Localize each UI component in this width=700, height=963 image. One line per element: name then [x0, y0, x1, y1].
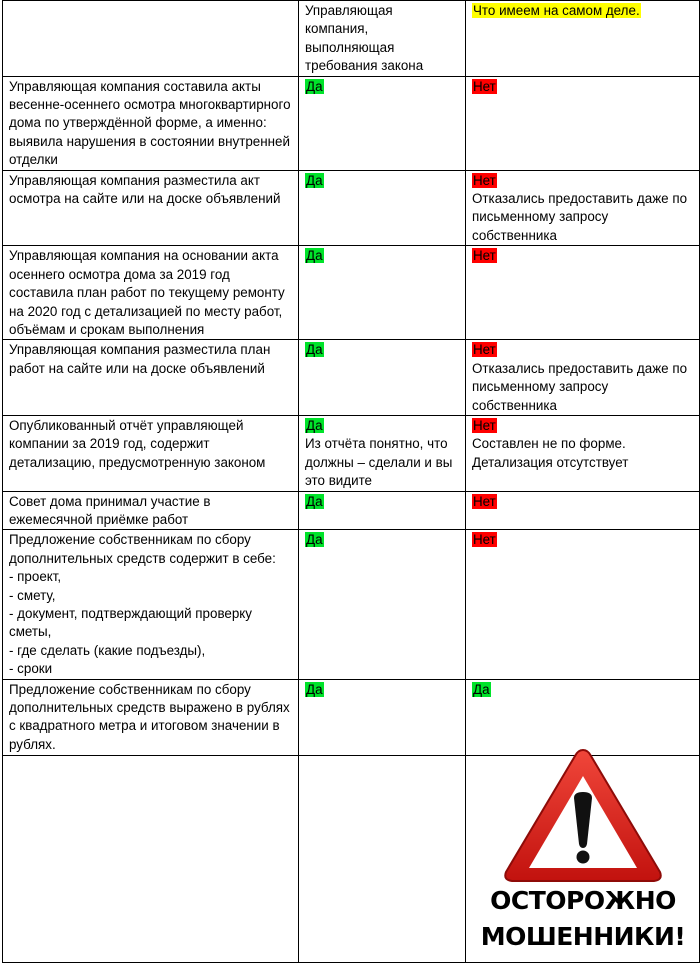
reality-cell	[466, 415, 700, 491]
warning-triangle-icon	[470, 746, 696, 886]
criterion-cell	[3, 246, 299, 340]
reality-answer: Нет	[473, 172, 496, 188]
reality-cell	[466, 170, 700, 246]
reality-cell	[466, 491, 700, 530]
criterion-cell	[3, 530, 299, 679]
criterion-text: Совет дома принимал участие в ежемесячной приёмке работ	[9, 493, 211, 527]
reality-answer: Нет	[473, 417, 496, 433]
criterion-cell	[3, 76, 299, 170]
table-row	[3, 491, 700, 530]
header-row	[3, 1, 700, 77]
law-answer: Да	[306, 342, 323, 358]
header-law-cell	[299, 1, 466, 77]
law-answer: Да	[306, 172, 323, 188]
table-row	[3, 340, 700, 416]
criterion-text: Предложение собственникам по сбору дополнительных средств выражено в рублях с квадратного метра и итоговом значении в рублях.	[9, 681, 290, 752]
reality-cell	[466, 340, 700, 416]
warning-text-line1: ОСТОРОЖНО	[490, 886, 676, 915]
criterion-text: Опубликованный отчёт управляющей компании за 2019 год, содержит детализацию, предусмотренную законом	[9, 417, 266, 470]
reality-answer: Нет	[473, 532, 496, 548]
criterion-cell	[3, 491, 299, 530]
law-answer: Да	[306, 417, 323, 433]
law-answer: Да	[306, 532, 323, 548]
table-row	[3, 415, 700, 491]
header-empty-cell	[3, 1, 299, 77]
table-row	[3, 530, 700, 679]
criterion-cell	[3, 340, 299, 416]
criterion-text: Управляющая компания на основании акта осеннего осмотра дома за 2019 год составила план работ по текущему ремонту на 2020 год с детализацией по месту работ, объёмам и срокам выполнения	[9, 248, 285, 337]
law-cell	[299, 340, 466, 416]
criterion-cell	[3, 415, 299, 491]
law-cell	[299, 415, 466, 491]
reality-cell	[466, 679, 700, 755]
header-reality-label: Что имеем на самом деле.	[473, 3, 640, 18]
criterion-text: Предложение собственникам по сбору дополнительных средств содержит в себе: - проект, - смету, - документ, подтверждающий проверку сметы, - где сделать (какие подъезды), - сроки	[9, 532, 276, 677]
criterion-text: Управляющая компания разместила план работ на сайте или на доске объявлений	[9, 342, 271, 376]
reality-answer: Да	[473, 681, 490, 697]
warning-sign	[470, 746, 696, 952]
law-cell	[299, 76, 466, 170]
reality-cell	[466, 76, 700, 170]
empty-cell	[3, 755, 299, 962]
reality-cell	[466, 246, 700, 340]
law-answer: Да	[306, 493, 323, 509]
reality-cell	[466, 530, 700, 679]
header-law-label: Управляющая компания, выполняющая требования закона	[305, 3, 424, 74]
warning-text-line2: МОШЕННИКИ!	[480, 922, 686, 951]
law-answer: Да	[306, 78, 323, 94]
law-cell	[299, 530, 466, 679]
criterion-text: Управляющая компания составила акты весенне-осеннего осмотра многоквартирного дома по утверждённой форме, а именно: выявила нарушения в состоянии внутренней отделки	[9, 78, 291, 168]
reality-answer: Нет	[473, 493, 496, 509]
law-cell	[299, 170, 466, 246]
law-cell	[299, 246, 466, 340]
reality-note: Составлен не по форме. Детализация отсутствует	[472, 436, 629, 470]
reality-note: Отказались предоставить даже по письменному запросу собственника	[472, 191, 688, 243]
criterion-cell	[3, 679, 299, 755]
reality-answer: Нет	[473, 248, 496, 264]
reality-answer: Нет	[473, 342, 496, 358]
table-row	[3, 679, 700, 755]
law-note: Из отчёта понятно, что должны – сделали и вы это видите	[305, 436, 453, 489]
law-cell	[299, 679, 466, 755]
reality-note: Отказались предоставить даже по письменному запросу собственника	[472, 360, 688, 413]
table-row	[3, 170, 700, 246]
empty-cell	[299, 755, 466, 962]
law-cell	[299, 491, 466, 530]
criterion-cell	[3, 170, 299, 246]
table-row	[3, 76, 700, 170]
header-reality-cell	[466, 1, 700, 77]
law-answer: Да	[306, 681, 323, 697]
law-answer: Да	[306, 248, 323, 264]
table-row	[3, 246, 700, 340]
reality-answer: Нет	[473, 78, 496, 94]
criterion-text: Управляющая компания разместила акт осмотра на сайте или на доске объявлений	[9, 172, 281, 207]
